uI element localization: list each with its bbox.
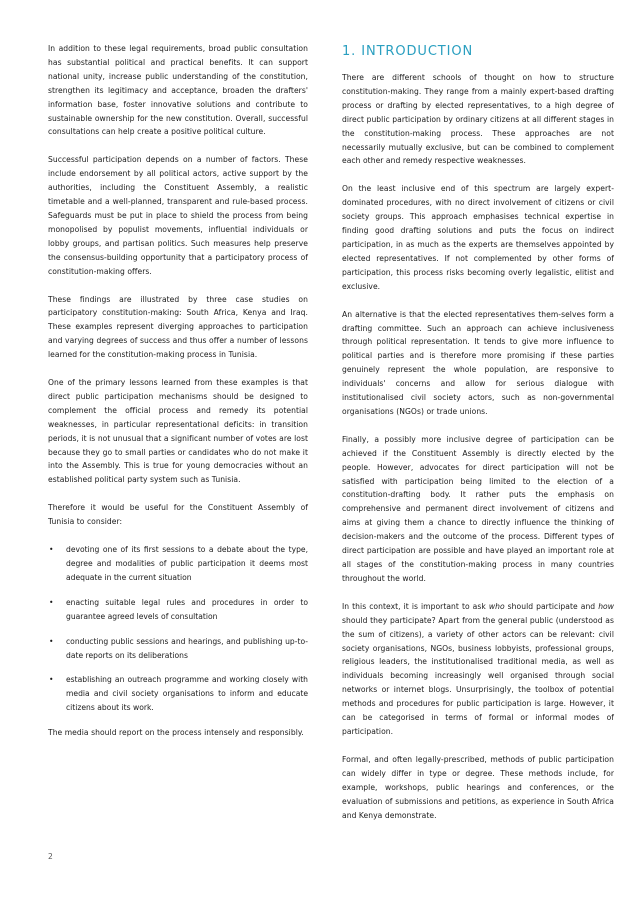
paragraph: These findings are illustrated by three case studies on participatory constitution-making: South Africa, Kenya and Iraq. These examples represent diverging approaches to participation and varying degrees of success and thus offer a number of lessons learned for the constitution-making process in Tunisia. (48, 294, 308, 360)
section-heading: 1. INTRODUCTION (342, 44, 474, 59)
page-number: 2 (48, 852, 53, 861)
paragraph: Therefore it would be useful for the Constituent Assembly of Tunisia to consider: (48, 503, 308, 527)
right-column (342, 42, 614, 836)
paragraph: Finally, a possibly more inclusive degree of participation can be achieved if the Constituent Assembly is directly elected by the people. However, advocates for direct participation will not be satisfied with participation being limited to the election of a constitution-drafting body. It rather puts the emphasis on comprehensive and permanent direct involvement of citizens and aims at giving them a chance to directly influence the thinking of decision-makers and the outcome of the process. Different types of direct participation are possible and have played an important role at all stages of the constitution-making process in many countries throughout the world. (342, 434, 614, 583)
paragraph: On the least inclusive end of this spectrum are largely expert-dominated procedures, with no direct involvement of citizens or civil society groups. This approach emphasises technical expertise in finding good drafting solutions and puts the focus on indirect participation, in as much as the experts are themselves appointed by elected representatives. If not complemented by other forms of participation, this process risks becoming overly legalistic, elitist and exclusive. (342, 184, 614, 291)
list-item-text: devoting one of its first sessions to a debate about the type, degree and modalities of public participation it deems most adequate in the current situation (66, 545, 308, 582)
paragraph: Successful participation depends on a number of factors. These include endorsement by all political actors, active support by the authorities, including the Constituent Assembly, a realistic timetable and a well-planned, transparent and rule-based process. Safeguards must be put in place to shield the process from being monopolised by populist movements, influential individuals or lobby groups, and partisan politics. Such measures help preserve the consensus-building opportunity that a participatory process of constitution-making offers. (48, 155, 308, 276)
list-item (48, 635, 308, 663)
paragraph: One of the primary lessons learned from these examples is that direct public participation mechanisms should be designed to complement the official process and remedy its potential weaknesses, in particular representational deficits: in transition periods, it is not unusual that a significant number of votes are lost because they go to small parties or candidates who do not make it into the Assembly. This is true for young democracies without an established political party system such as Tunisia. (48, 378, 308, 485)
list-item-text: enacting suitable legal rules and procedures in order to guarantee agreed levels of consultation (66, 597, 308, 621)
left-column (48, 42, 308, 754)
list-item (48, 543, 308, 585)
recommendation-list (48, 543, 308, 715)
list-item-text: conducting public sessions and hearings, and publishing up-to-date reports on its deliberations (66, 636, 308, 660)
list-item (48, 673, 308, 715)
paragraph: An alternative is that the elected representatives them-selves form a drafting committee. Such an approach can achieve inclusiveness through political representation. It tends to give more influence to political parties and is therefore more promising if these parties genuinely represent the whole population, are responsive to individuals' concerns and allow for serious dialogue with institutionalised civil society actors, such as non-governmental organisations (NGOs) or trade unions. (342, 309, 614, 416)
paragraph: There are different schools of thought on how to structure constitution-making. They range from a mainly expert-based drafting process or drafting by elected representatives, to a high degree of direct public participation by ordinary citizens at all different stages in the constitution-making process. These approaches are not necessarily mutually exclusive, but can be combined to complement each other and remedy respective weaknesses. (342, 73, 614, 166)
closing-paragraph: The media should report on the process intensely and responsibly. (48, 728, 304, 738)
text-run: should participate and (504, 601, 599, 611)
bullet-icon: • (49, 597, 54, 607)
paragraph (342, 600, 614, 739)
bullet-icon: • (49, 675, 54, 685)
emphasis-who: who (488, 601, 505, 611)
emphasis-how: how (598, 601, 615, 611)
list-item-text: establishing an outreach programme and working closely with media and civil society organisations to inform and educate citizens about its work. (66, 675, 308, 713)
bullet-icon: • (49, 545, 54, 555)
text-run: In this context, it is important to ask (342, 601, 489, 611)
paragraph: In addition to these legal requirements, broad public consultation has substantial political and practical benefits. It can support national unity, increase public understanding of the constitution, strengthen its legitimacy and acceptance, broaden the drafters' information base, foster innovative solutions and contribute to sustainable ownership for the new constitution. Overall, successful consultations can help create a positive political culture. (48, 44, 308, 137)
bullet-icon: • (49, 636, 54, 646)
paragraph: Formal, and often legally-prescribed, methods of public participation can widely differ in type or degree. These methods include, for example, workshops, public hearings and conferences, or the evaluation of submissions and petitions, as experience in South Africa and Kenya demonstrate. (342, 754, 614, 820)
list-item (48, 596, 308, 624)
text-run: should they participate? Apart from the general public (understood as the sum of citizens), a variety of other actors can be relevant: civil society organisations, NGOs, business lobbyists, professional groups, religious leaders, the institutionalised traditional media, as well as individuals becoming increasingly well organised through social networks or internet blogs. Unsurprisingly, the toolbox of potential methods and procedures for public participation is large. However, it can be categorised in terms of formal or informal modes of participation. (342, 615, 614, 736)
